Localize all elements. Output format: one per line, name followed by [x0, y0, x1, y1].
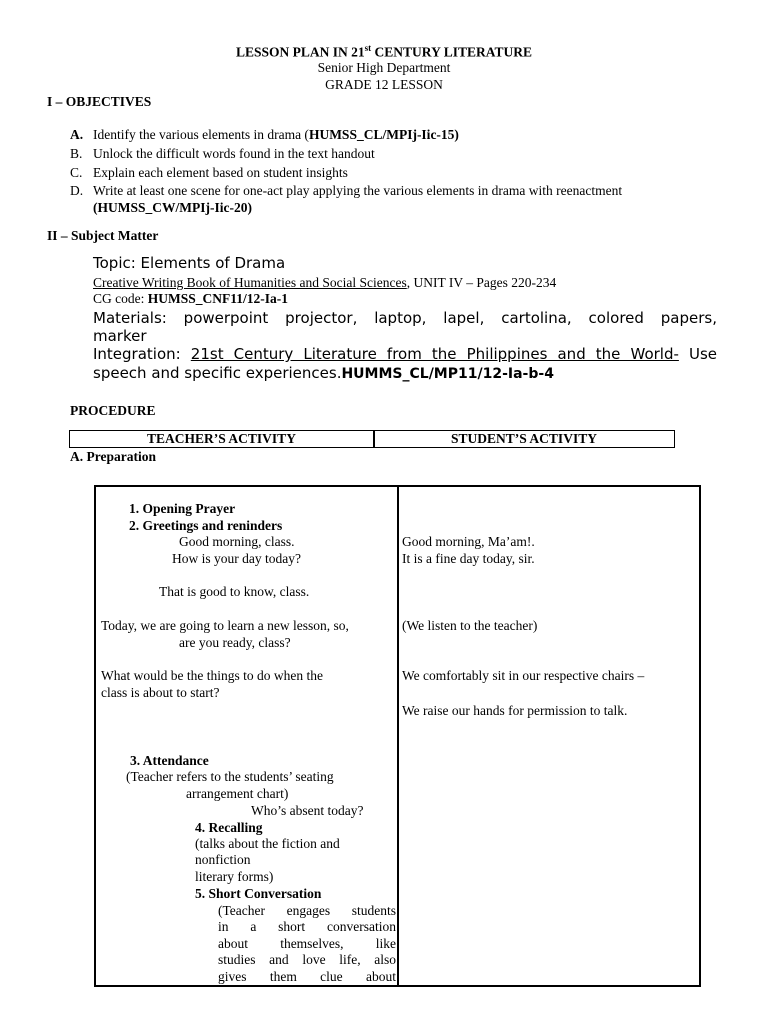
- objective-d-code: (HUMSS_CW/MPIj-Iic-20): [93, 200, 252, 215]
- teacher-things-line1: What would be the things to do when the: [101, 668, 323, 683]
- integration-line2: speech and specific experiences.HUMMS_CL/MP11/12-Ia-b-4: [93, 364, 554, 382]
- teacher-good-to-know: That is good to know, class.: [159, 584, 310, 599]
- objective-c: Explain each element based on student insights: [93, 165, 348, 180]
- student-activity-header: STUDENT’S ACTIVITY: [451, 431, 597, 446]
- cg-code: CG code: HUMSS_CNF11/12-Ia-1: [93, 291, 289, 306]
- student-response-greeting: Good morning, Ma’am!.: [402, 534, 535, 549]
- teacher-attendance-line1: (Teacher refers to the students’ seating: [126, 769, 334, 784]
- teacher-recalling-line2: nonfiction: [195, 852, 251, 867]
- objective-a: Identify the various elements in drama (HUMSS_CL/MPIj-Iic-15): [93, 127, 459, 142]
- materials-line2: marker: [93, 327, 147, 345]
- objective-c-letter: C.: [70, 165, 83, 180]
- teacher-attendance-question: Who’s absent today?: [251, 803, 364, 818]
- teacher-attendance-line2: arrangement chart): [186, 786, 289, 801]
- teacher-conversation-line4: studies and love life, also: [218, 952, 396, 967]
- objectives-heading: I – OBJECTIVES: [47, 94, 152, 109]
- teacher-item-attendance: 3. Attendance: [130, 753, 209, 768]
- subject-matter-heading: II – Subject Matter: [47, 228, 159, 243]
- objective-d-letter: D.: [70, 183, 84, 198]
- objective-a-letter: A.: [70, 127, 84, 142]
- materials-line1: Materials: powerpoint projector, laptop, lapel, cartolina, colored papers,: [93, 309, 717, 327]
- integration-line1: Integration: 21st Century Literature from the Philippines and the World- Use: [93, 345, 717, 363]
- teacher-recalling-line1: (talks about the fiction and: [195, 836, 340, 851]
- activity-header-table: [69, 430, 675, 448]
- reference-book: Creative Writing Book of Humanities and Social Sciences: [93, 275, 407, 290]
- teacher-lesson-line1: Today, we are going to learn a new lesson, so,: [101, 618, 349, 633]
- student-response-day: It is a fine day today, sir.: [402, 551, 535, 566]
- teacher-lesson-line2: are you ready, class?: [179, 635, 291, 650]
- teacher-item-opening-prayer: 1. Opening Prayer: [129, 501, 236, 516]
- student-response-raise-hands: We raise our hands for permission to talk.: [402, 703, 628, 718]
- teacher-conversation-line5: gives them clue about: [218, 969, 396, 984]
- reference: Creative Writing Book of Humanities and Social Sciences, UNIT IV – Pages 220-234: [93, 275, 557, 290]
- student-response-listen: (We listen to the teacher): [402, 618, 538, 633]
- teacher-item-short-conversation: 5. Short Conversation: [195, 886, 322, 901]
- teacher-things-line2: class is about to start?: [101, 685, 220, 700]
- teacher-activity-header: TEACHER’S ACTIVITY: [147, 431, 296, 446]
- teacher-item-recalling: 4. Recalling: [195, 820, 263, 835]
- teacher-item-greetings: 2. Greetings and reninders: [129, 518, 283, 533]
- objective-b-letter: B.: [70, 146, 83, 161]
- document-title: LESSON PLAN IN 21st CENTURY LITERATURE: [236, 43, 532, 60]
- section-a-preparation: A. Preparation: [70, 449, 156, 464]
- grade-label: GRADE 12 LESSON: [325, 77, 443, 92]
- teacher-greeting-line: Good morning, class.: [179, 534, 295, 549]
- table-divider: [397, 487, 399, 985]
- teacher-greeting-question: How is your day today?: [172, 551, 301, 566]
- topic: Topic: Elements of Drama: [93, 254, 286, 272]
- procedure-heading: PROCEDURE: [70, 403, 156, 418]
- student-response-sit: We comfortably sit in our respective chairs –: [402, 668, 645, 683]
- teacher-recalling-line3: literary forms): [195, 869, 274, 884]
- teacher-conversation-line3: about themselves, like: [218, 936, 396, 951]
- teacher-conversation-line2: in a short conversation: [218, 919, 396, 934]
- objective-b: Unlock the difficult words found in the text handout: [93, 146, 375, 161]
- objective-d: Write at least one scene for one-act play applying the various elements in drama with reenactment: [93, 183, 623, 198]
- integration-link: 21st Century Literature from the Philippines and the World-: [190, 345, 679, 363]
- department-label: Senior High Department: [317, 60, 451, 75]
- teacher-conversation-line1: (Teacher engages students: [218, 903, 396, 918]
